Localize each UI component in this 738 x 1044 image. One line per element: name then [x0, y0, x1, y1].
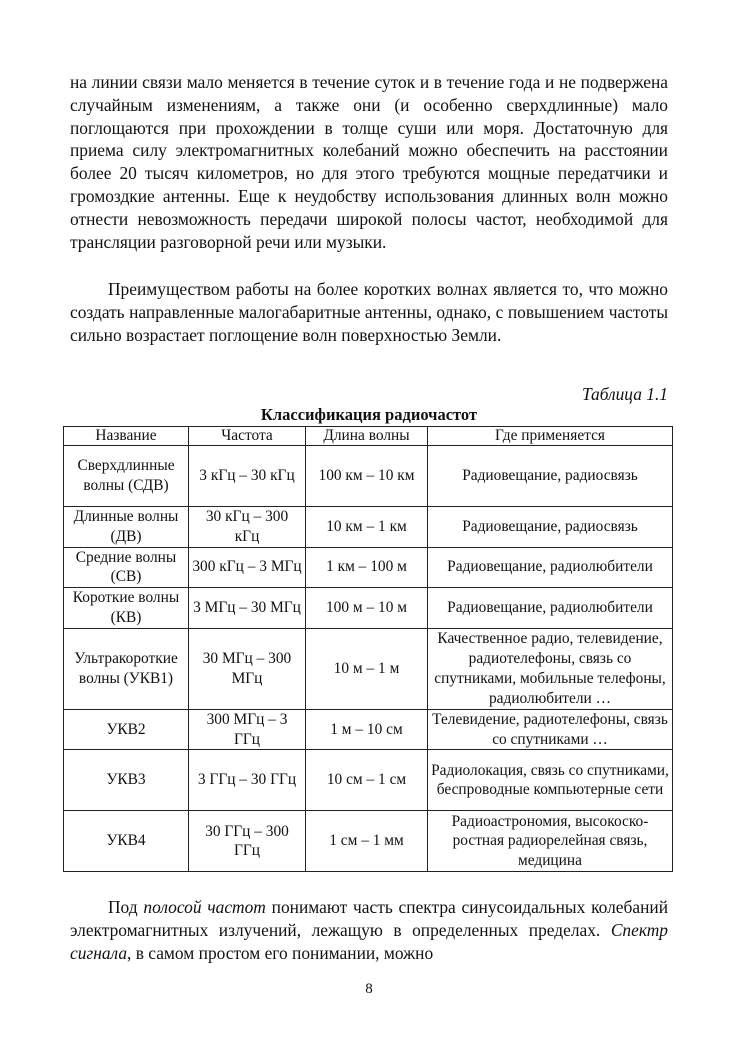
paragraph-long-waves: на линии связи мало меняется в течение суток и в течение года и не подвержена случайным изменениям, а также они (и особенно сверхдлинные) мало поглощаются при прохождении в толще суши или моря. Достаточную для приема силу электромагнитных колебаний можно обеспечить на расстоянии более 20 тысяч километров, но для этого требуются мощные передатчики и громоздкие антенны. Еще к неудобству использования длинных волн можно отнести невозможность передачи широкой полосы частот, необходимой для трансляции разговорной речи или музыки. [70, 72, 668, 252]
cell-frequency: 300 кГц – 3 МГц [189, 547, 306, 588]
cell-name: Ультракороткие волны (УКВ1) [64, 628, 189, 709]
cell-name: УКВ2 [64, 709, 189, 750]
header-frequency: Частота [189, 427, 306, 446]
cell-usage: Радиолокация, связь со спутниками, беспроводные компьютерные сети [428, 750, 673, 811]
cell-usage: Радиовещание, радиолюбители [428, 547, 673, 588]
cell-wavelength: 1 км – 100 м [306, 547, 428, 588]
table-caption: Таблица 1.1 [581, 384, 668, 404]
cell-usage: Радиовещание, радиолюбители [428, 588, 673, 629]
term-signal-spectrum: Спектр сигнала [70, 919, 668, 963]
cell-usage: Качественное радио, телевидение, радиотелефоны, связь со спутниками, мобильные телефоны, радиолюбители … [428, 628, 673, 709]
table-row [64, 446, 673, 507]
table-row [64, 588, 673, 629]
page-number: 8 [365, 981, 373, 997]
cell-frequency: 30 кГц – 300 кГц [189, 507, 306, 548]
cell-usage: Радиоастрономия, высокоскоростная радиорелейная связь, медицина [428, 811, 673, 872]
cell-wavelength: 100 м – 10 м [306, 588, 428, 629]
cell-frequency: 30 ГГц – 300 ГГц [189, 811, 306, 872]
p3-text-1: Под [108, 897, 144, 917]
cell-frequency: 300 МГц – 3 ГГц [189, 709, 306, 750]
cell-name: УКВ3 [64, 750, 189, 811]
cell-usage: Радиовещание, радиосвязь [428, 507, 673, 548]
table-row [64, 709, 673, 750]
table-header-row [64, 427, 673, 446]
table-row [64, 811, 673, 872]
cell-name: Короткие волны (КВ) [64, 588, 189, 629]
cell-usage: Радиовещание, радиосвязь [428, 446, 673, 507]
table-row [64, 628, 673, 709]
cell-usage: Телевидение, радиотелефоны, связь со спутниками … [428, 709, 673, 750]
cell-name: Сверхдлинные волны (СДВ) [64, 446, 189, 507]
term-frequency-band: полосой частот [143, 897, 266, 917]
cell-frequency: 3 кГц – 30 кГц [189, 446, 306, 507]
cell-name: Средние волны (СВ) [64, 547, 189, 588]
header-usage: Где применяется [428, 427, 673, 446]
p3-text-3: , в самом простом его понимании, можно [127, 942, 434, 963]
cell-wavelength: 100 км – 10 км [306, 446, 428, 507]
frequency-classification-table [63, 426, 673, 872]
cell-name: УКВ4 [64, 811, 189, 872]
header-name: Название [64, 427, 189, 446]
cell-frequency: 3 ГГц – 30 ГГц [189, 750, 306, 811]
cell-frequency: 3 МГц – 30 МГц [189, 588, 306, 629]
table-title: Классификация радиочастот [260, 405, 478, 424]
table-row [64, 507, 673, 548]
cell-wavelength: 10 см – 1 см [306, 750, 428, 811]
cell-name: Длинные волны (ДВ) [64, 507, 189, 548]
p3-text-2: понимают часть спектра синусоидальных колебаний электромагнитных излучений, лежащую в определенных пределах. [70, 897, 669, 940]
cell-wavelength: 10 м – 1 м [306, 628, 428, 709]
cell-wavelength: 1 м – 10 см [306, 709, 428, 750]
paragraph-frequency-band [70, 896, 668, 964]
cell-wavelength: 10 км – 1 км [306, 507, 428, 548]
cell-wavelength: 1 см – 1 мм [306, 811, 428, 872]
table-row [64, 547, 673, 588]
cell-frequency: 30 МГц – 300 МГц [189, 628, 306, 709]
table-row [64, 750, 673, 811]
header-wavelength: Длина волны [306, 427, 428, 446]
paragraph-short-waves: Преимуществом работы на более коротких волнах является то, что можно создать направленные малогабаритные антенны, однако, с повышением частоты сильно возрастает поглощение волн поверхностью Земли. [70, 279, 668, 345]
